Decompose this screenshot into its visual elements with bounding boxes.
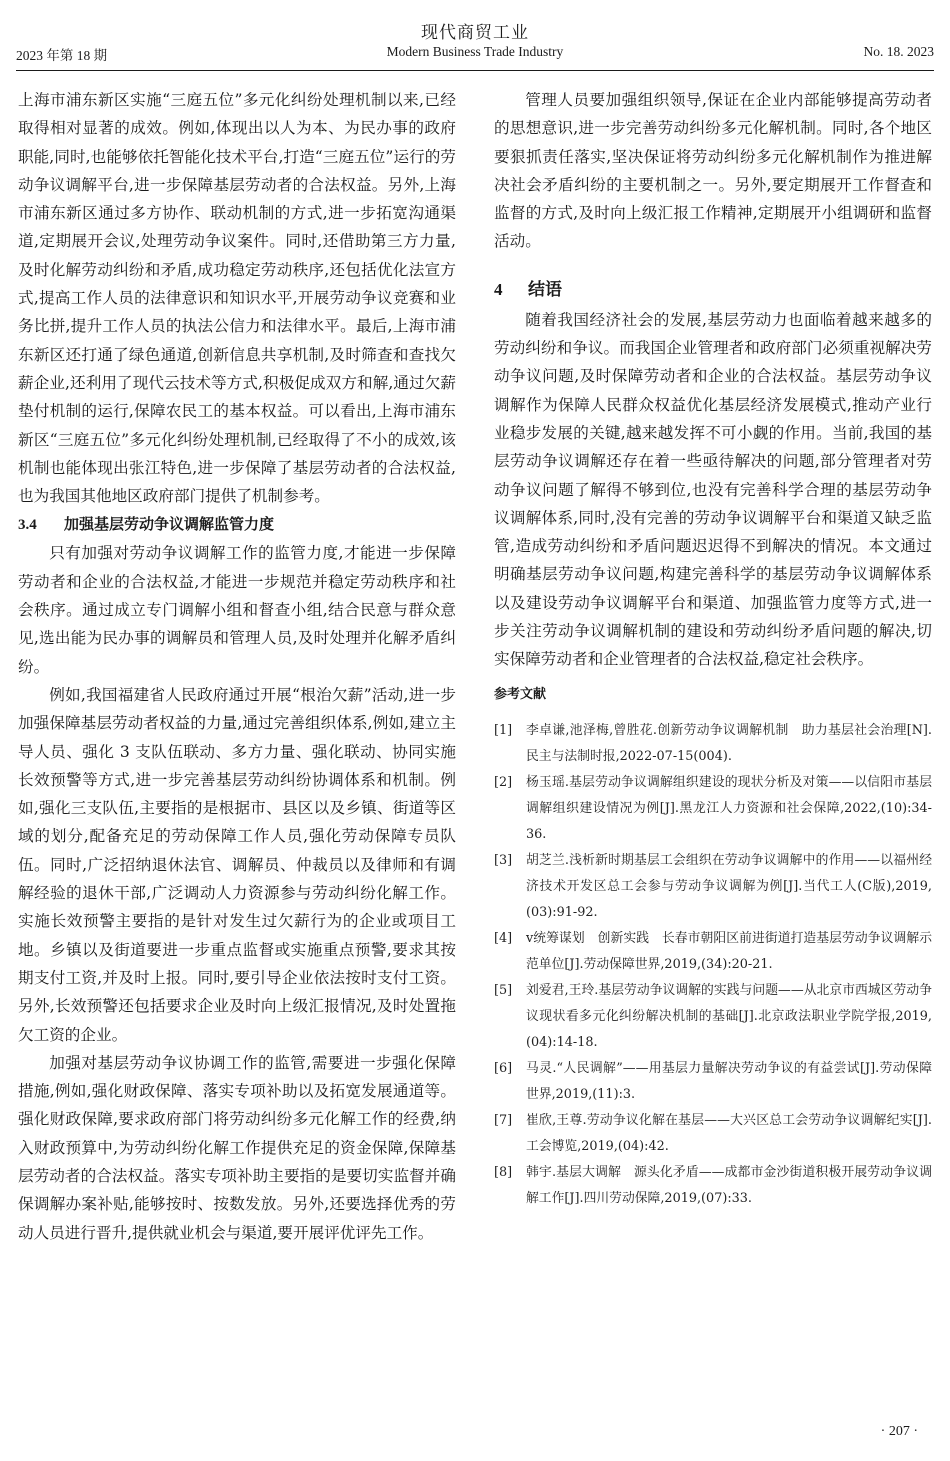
section-heading [18, 510, 456, 539]
chapter-heading [494, 274, 932, 306]
paragraph: 例如,我国福建省人民政府通过开展“根治欠薪”活动,进一步加强保障基层劳动者权益的力量,通过完善组织体系,例如,建立主导人员、强化 3 支队伍联动、多方力量、强化联动、协同实施长效预警等方式,进一步完善基层劳动纠纷协调体系和机制。例如,强化三支队伍,主要指的是根据市、县区以及乡镇、街道等区域的划分,配备充足的劳动保障工作人员,强化劳动保障专员队伍。同时,广泛招纳退休法官、调解员、仲裁员以及律师和有调解经验的退休干部,广泛调动人力资源参与劳动纠纷化解工作。实施长效预警主要指的是针对发生过欠薪行为的企业或项目工地。乡镇以及街道要进一步重点监督或实施重点预警,要求其按期支付工资,并及时上报。同时,要引导企业依法按时支付工资。另外,长效预警还包括要求企业及时向上级汇报情况,及时处置拖欠工资的企业。 [18, 685, 456, 1044]
reference-text: 韩宇.基层大调解 源头化矛盾——成都市金沙街道积极开展劳动争议调解工作[J].四川劳动保障,2019,(07):33. [526, 1164, 932, 1206]
reference-number: [2] [494, 774, 513, 790]
reference-text: v统筹谋划 创新实践 长春市朝阳区前进街道打造基层劳动争议调解示范单位[J].劳动保障世界,2019,(34):20-21. [526, 930, 932, 972]
page-number: · 207 · [880, 1424, 918, 1439]
paragraph: 加强对基层劳动争议协调工作的监管,需要进一步强化保障措施,例如,强化财政保障、落实专项补助以及拓宽发展通道等。强化财政保障,要求政府部门将劳动纠纷多元化解工作的经费,纳入财政预算中,为劳动纠纷化解工作提供充足的资金保障,保障基层劳动者的合法权益。落实专项补助主要指的是要切实监督并确保调解办案补贴,能够按时、按数发放。另外,还要选择优秀的劳动人员进行晋升,提供就业机会与渠道,要开展评优评先工作。 [18, 1053, 456, 1242]
running-header [16, 44, 934, 64]
reference-item [494, 926, 932, 978]
chapter-number: 4 [494, 279, 503, 299]
reference-number: [4] [494, 930, 513, 946]
reference-item [494, 978, 932, 1056]
reference-number: [3] [494, 852, 513, 868]
reference-item [494, 718, 932, 770]
reference-text: 胡芝兰.浅析新时期基层工会组织在劳动争议调解中的作用——以福州经济技术开发区总工会参与劳动争议调解为例[J].当代工人(C版),2019,(03):91-92. [526, 852, 932, 920]
issue-label: 2023 年第 18 期 [16, 48, 108, 63]
reference-text: 杨玉瑶.基层劳动争议调解组织建设的现状分析及对策——以信阳市基层调解组织建设情况为例[J].黑龙江人力资源和社会保障,2022,(10):34-36. [526, 774, 932, 842]
reference-item [494, 1056, 932, 1108]
reference-number: [1] [494, 722, 513, 738]
section-title: 加强基层劳动争议调解监管力度 [64, 515, 275, 534]
left-column [18, 86, 456, 1247]
reference-text: 刘爱君,王玲.基层劳动争议调解的实践与问题——从北京市西城区劳动争议现状看多元化纠纷解决机制的基础[J].北京政法职业学院学报,2019,(04):14-18. [526, 982, 932, 1050]
english-journal-title: Modern Business Trade Industry [386, 44, 564, 59]
section-number: 3.4 [18, 517, 37, 534]
reference-item [494, 1160, 932, 1212]
paragraph: 管理人员要加强组织领导,保证在企业内部能够提高劳动者的思想意识,进一步完善劳动纠纷多元化解机制。同时,各个地区要狠抓责任落实,坚决保证将劳动纠纷多元化解机制作为推进解决社会矛盾纠纷的主要机制之一。另外,要定期展开工作督查和监督的方式,及时向上级汇报工作精神,定期展开小组调研和监督活动。 [494, 91, 932, 251]
chapter-title: 结语 [528, 279, 562, 300]
reference-number: [7] [494, 1112, 513, 1128]
reference-text: 崔欣,王尊.劳动争议化解在基层——大兴区总工会劳动争议调解纪实[J].工会博览,2019,(04):42. [526, 1112, 932, 1154]
reference-item [494, 1108, 932, 1160]
paragraph: 只有加强对劳动争议调解工作的监管力度,才能进一步保障劳动者和企业的合法权益,才能进一步规范并稳定劳动秩序和社会秩序。通过成立专门调解小组和督查小组,结合民意与群众意见,选出能为民办事的调解员和管理人员,及时处理并化解矛盾纠纷。 [18, 544, 456, 676]
paragraph: 随着我国经济社会的发展,基层劳动力也面临着越来越多的劳动纠纷和争议。而我国企业管理者和政府部门必须重视解决劳动争议问题,及时保障劳动者和企业的合法权益。基层劳动争议调解作为保障人民群众权益优化基层经济发展模式,推动产业行业稳步发展的关键,越来越发挥不可小觑的作用。当前,我国的基层劳动争议调解还存在着一些亟待解决的问题,部分管理者对劳动争议问题了解得不够到位,也没有完善科学合理的基层劳动争议调解体系,同时,没有完善的劳动争议调解平台和渠道又缺乏监管,造成劳动纠纷和矛盾问题迟迟得不到解决的情况。本文通过明确基层劳动争议问题,构建完善科学的基层劳动争议调解体系以及建设劳动争议调解平台和渠道、加强监管力度等方式,进一步关注劳动争议调解机制的建设和劳动纠纷矛盾问题的解决,切实保障劳动者和企业管理者的合法权益,稳定社会秩序。 [494, 310, 932, 669]
issue-number: No. 18. 2023 [863, 44, 934, 59]
reference-text: 李卓谦,池泽梅,曾胜花.创新劳动争议调解机制 助力基层社会治理[N].民主与法制时报,2022-07-15(004). [526, 722, 932, 764]
reference-number: [6] [494, 1060, 513, 1076]
reference-item [494, 848, 932, 926]
reference-list [494, 718, 932, 1212]
reference-number: [5] [494, 982, 513, 998]
journal-title: 现代商贸工业 [421, 23, 529, 43]
header-rule [16, 70, 934, 71]
paragraph: 上海市浦东新区实施“三庭五位”多元化纠纷处理机制以来,已经取得相对显著的成效。例如,体现出以人为本、为民办事的政府职能,同时,也能够依托智能化技术平台,打造“三庭五位”运行的劳动争议调解平台,进一步保障基层劳动者的合法权益。另外,上海市浦东新区通过多方协作、联动机制的方式,进一步拓宽沟通渠道,定期展开会议,处理劳动争议案件。同时,还借助第三方力量,及时化解劳动纠纷和矛盾,成功稳定劳动秩序,还包括优化法宣方式,提高工作人员的法律意识和知识水平,开展劳动争议竞赛和业务比拼,提升工作人员的执法公信力和法律水平。最后,上海市浦东新区还打通了绿色通道,创新信息共享机制,及时筛查和查找欠薪企业,还利用了现代云技术等方式,积极促成双方和解,通过欠薪垫付机制的运行,保障农民工的基本权益。可以看出,上海市浦东新区“三庭五位”多元化纠纷处理机制,已经取得了不小的成效,该机制也能体现出张江特色,进一步保障了基层劳动者的合法权益,也为我国其他地区政府部门提供了机制参考。 [18, 91, 456, 506]
references-heading: 参考文献 [494, 686, 547, 702]
right-column [494, 86, 932, 1212]
reference-item [494, 770, 932, 848]
reference-text: 马灵.“人民调解”——用基层力量解决劳动争议的有益尝试[J].劳动保障世界,2019,(11):3. [526, 1060, 932, 1102]
reference-number: [8] [494, 1164, 513, 1180]
